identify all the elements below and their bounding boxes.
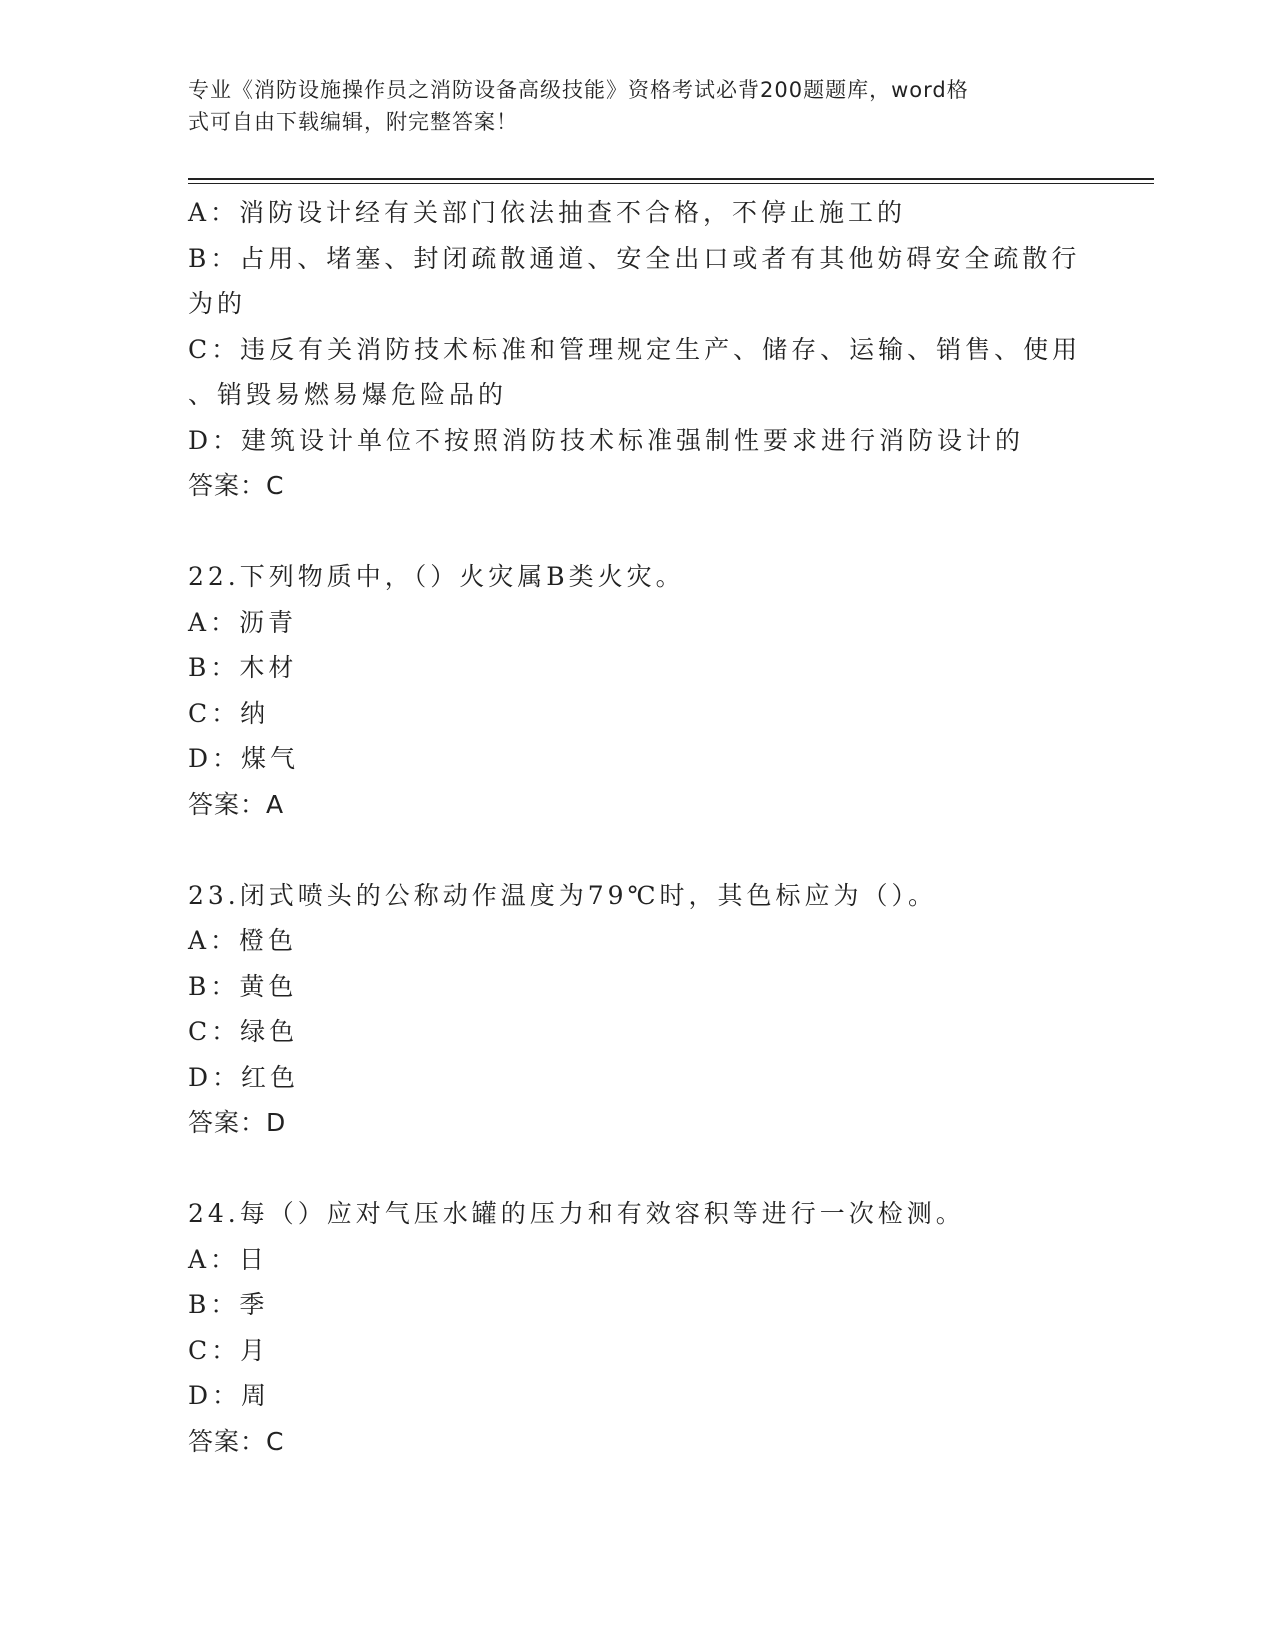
option-c-continued: 、销毁易燃易爆危险品的 xyxy=(188,380,508,409)
option-a: A：消防设计经有关部门依法抽查不合格，不停止施工的 xyxy=(188,198,907,227)
answer: 答案：C xyxy=(188,471,285,500)
option-b: B：黄色 xyxy=(188,971,298,1001)
option-a: A：日 xyxy=(188,1244,269,1274)
header-line-1: 专业《消防设施操作员之消防设备高级技能》资格考试必背200题题库，word格 xyxy=(188,78,969,102)
option-a: A：沥青 xyxy=(188,607,298,637)
option-b: B：木材 xyxy=(188,653,298,682)
question-text: 22.下列物质中，（）火灾属B类火灾。 xyxy=(188,562,685,591)
header-rule-thin xyxy=(188,183,1154,184)
question-text: 23.闭式喷头的公称动作温度为79℃时，其色标应为（）。 xyxy=(188,880,938,910)
option-d: D：周 xyxy=(188,1381,271,1410)
question-text: 24.每（）应对气压水罐的压力和有效容积等进行一次检测。 xyxy=(188,1199,965,1228)
question-content xyxy=(188,190,1088,1464)
option-d: D：红色 xyxy=(188,1062,300,1092)
option-c: C：月 xyxy=(188,1335,270,1365)
option-c: C：纳 xyxy=(188,698,270,728)
option-c: C：违反有关消防技术标准和管理规定生产、储存、运输、销售、使用 xyxy=(188,334,1082,364)
spacer xyxy=(188,827,1088,873)
option-d: D：煤气 xyxy=(188,744,300,773)
question-24 xyxy=(188,1191,1088,1464)
answer: 答案：A xyxy=(188,789,285,819)
question-21 xyxy=(188,190,1088,509)
question-23 xyxy=(188,873,1088,1146)
option-d: D：建筑设计单位不按照消防技术标准强制性要求进行消防设计的 xyxy=(188,425,1025,455)
header-line-2: 式可自由下载编辑，附完整答案！ xyxy=(188,110,518,134)
option-b: B：季 xyxy=(188,1290,269,1319)
answer: 答案：C xyxy=(188,1426,285,1456)
option-b-continued: 为的 xyxy=(188,289,247,318)
spacer xyxy=(188,1146,1088,1192)
option-a: A：橙色 xyxy=(188,926,298,955)
answer: 答案：D xyxy=(188,1108,287,1137)
spacer xyxy=(188,509,1088,555)
option-c: C：绿色 xyxy=(188,1017,299,1046)
question-22 xyxy=(188,554,1088,827)
document-header xyxy=(188,74,1068,138)
header-rule-thick xyxy=(188,178,1154,180)
option-b: B：占用、堵塞、封闭疏散通道、安全出口或者有其他妨碍安全疏散行 xyxy=(188,243,1081,273)
